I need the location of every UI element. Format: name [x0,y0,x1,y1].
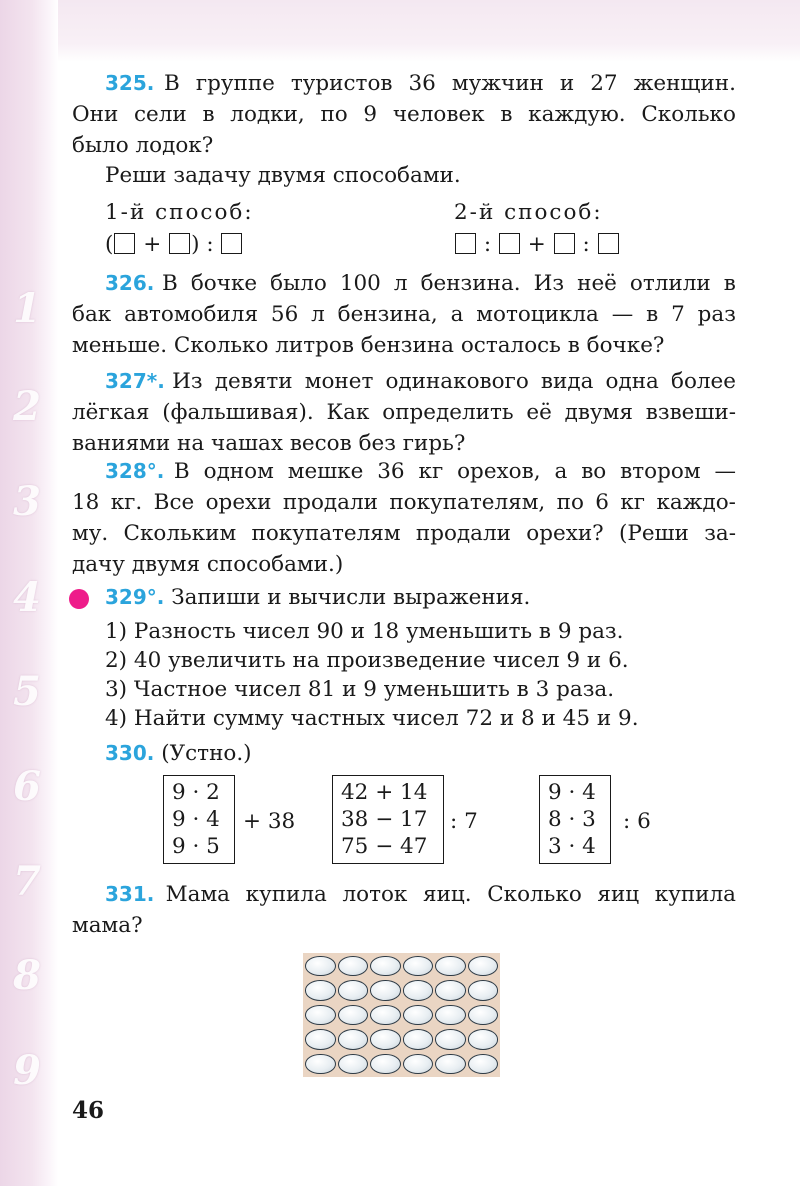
word: лёгкая [72,400,150,425]
blank-box[interactable] [598,233,619,254]
word: Сколько [641,102,736,127]
justified-line [72,487,736,518]
egg-icon [435,1029,466,1049]
word: 56 [270,302,299,327]
egg-icon [305,1029,336,1049]
side-number: 5 [13,668,41,715]
word: В [164,71,180,96]
problem-title: (Устно.) [161,741,252,766]
word: в [202,102,215,127]
egg-icon [370,956,401,976]
way1-label: 1-й способ: [105,200,254,225]
side-number: 9 [13,1047,41,1094]
word: одном [203,459,274,484]
list-item: 1) Разность чисел 90 и 18 уменьшить в 9 раз. [105,619,624,644]
justified-line [72,397,736,428]
word: Из [533,271,565,296]
operator: + [527,232,546,257]
way2-label: 2-й способ: [454,200,603,225]
page-number: 46 [72,1097,105,1124]
chapter-sidebar [0,0,58,1186]
text-line: мама? [72,913,143,938]
word: мужчин [451,71,544,96]
problem-number: 326. [105,271,155,295]
word: лодки, [230,102,305,127]
word: Как [326,400,370,425]
egg-icon [338,1005,369,1025]
word: 6 [595,490,609,515]
word: орехи [205,490,272,515]
expression-operator: : 7 [450,809,478,834]
word: Скольким [123,521,237,546]
word: в [646,302,659,327]
word: кг [620,490,646,515]
expression-row: 9 · 4 [548,780,596,805]
expression-box-2 [332,775,444,864]
text-line: ваниями на чашах весов без гирь? [72,431,466,456]
word: двумя [564,400,633,425]
word: му. [72,521,109,546]
egg-icon [468,1054,499,1074]
word: яиц. [423,882,472,907]
justified-line [72,99,736,130]
egg-icon [305,1005,336,1025]
egg-icon [435,1054,466,1074]
list-item: 3) Частное чисел 81 и 9 уменьшить в 3 раза. [105,677,615,702]
paren: ) [191,232,200,257]
word: купила [654,882,736,907]
text-line: меньше. Сколько литров бензина осталось в бочке? [72,333,665,358]
word: а [554,459,568,484]
word: по [320,102,348,127]
operator: + [143,232,162,257]
word: 9 [363,102,378,127]
side-number: 3 [13,478,41,525]
word: мешке [287,459,364,484]
word: орехи? [526,521,604,546]
egg-icon [468,956,499,976]
operator: : [206,232,214,257]
word: более [671,369,736,394]
way1-expression [105,229,405,260]
expression-box-3 [539,775,611,864]
word: — [611,302,634,327]
problem-number: 331. [105,882,155,906]
side-number: 6 [13,763,41,810]
justified-line [72,268,736,299]
egg-icon [305,980,336,1000]
problem-330 [72,738,736,769]
egg-icon [338,980,369,1000]
word: — [714,459,736,484]
word: её [526,400,552,425]
expression-row: 3 · 4 [548,834,596,859]
word: бак [72,302,112,327]
egg-icon [305,1054,336,1074]
egg-icon [435,980,466,1000]
problem-329 [72,582,736,613]
word: туристов [290,71,393,96]
blank-box[interactable] [499,233,520,254]
side-number: 7 [13,858,41,905]
egg-icon [338,1029,369,1049]
egg-tray-illustration [303,953,500,1077]
egg-icon [338,1054,369,1074]
expression-operator: : 6 [623,809,651,834]
egg-icon [403,956,434,976]
expression-row: 42 + 14 [341,780,428,805]
expression-row: 38 − 17 [341,807,428,832]
egg-icon [370,1054,401,1074]
word: Мама [165,882,230,907]
word: каждую. [528,102,626,127]
blank-box[interactable] [169,233,190,254]
word: покупателям, [389,490,546,515]
expression-box-1 [163,775,235,864]
problem-327 [72,366,736,459]
justified-line [72,68,736,99]
word: (Реши [618,521,689,546]
side-number: 2 [13,383,41,430]
egg-icon [403,980,434,1000]
operator: : [582,232,590,257]
text-line: дачу двумя способами.) [72,552,344,577]
expression-row: 9 · 2 [172,780,220,805]
justified-line [72,456,736,487]
list-item: 4) Найти сумму частных чисел 72 и 8 и 45 и 9. [105,706,639,731]
egg-icon [338,956,369,976]
word: продали [415,521,511,546]
problem-number: 325. [105,71,155,95]
problem-325 [72,68,736,161]
word: 27 [590,71,618,96]
word: одна [605,369,659,394]
justified-line [72,299,736,330]
problem-number: 327*. [105,369,165,393]
blank-box[interactable] [455,233,476,254]
egg-icon [305,956,336,976]
egg-icon [403,1029,434,1049]
word: яиц [597,882,640,907]
word: л [311,302,325,327]
word: автомобиля [124,302,259,327]
list-item: 2) 40 увеличить на произведение чисел 9 и 6. [105,648,629,673]
problem-heading [72,738,736,769]
word: Они [72,102,119,127]
expression-row: 75 − 47 [341,834,428,859]
word: продали [282,490,378,515]
text-line: было лодок? [72,133,214,158]
word: отлили [629,271,711,296]
word: 36 [377,459,405,484]
egg-icon [403,1005,434,1025]
problem-331 [72,879,736,941]
blank-box[interactable] [221,233,242,254]
word: по [556,490,584,515]
word: бензина. [420,271,521,296]
egg-icon [435,1005,466,1025]
problem-number: 328°. [105,459,165,483]
word: лоток [342,882,408,907]
egg-icon [370,980,401,1000]
egg-icon [403,1054,434,1074]
word: Все [153,490,195,515]
way2-expression [454,229,754,260]
word: неё [577,271,617,296]
word: 100 [339,271,381,296]
paren: ( [105,232,114,257]
word: орехов, [457,459,541,484]
problem-326 [72,268,736,361]
problem-328 [72,456,736,580]
word: мотоцикла [476,302,599,327]
word: в [723,271,736,296]
expression-row: 9 · 5 [172,834,220,859]
expression-row: 9 · 4 [172,807,220,832]
egg-icon [468,1005,499,1025]
word: а [450,302,464,327]
word: бочке [190,271,258,296]
word: кг [418,459,444,484]
expression-list [105,617,745,733]
problem-number: 330. [105,741,155,765]
word: раз [697,302,736,327]
side-number: 8 [13,952,41,999]
word: монет [304,369,374,394]
word: 36 [408,71,436,96]
expression-row: 8 · 3 [548,807,596,832]
word: взвеши- [645,400,736,425]
blank-box[interactable] [554,233,575,254]
word: определить [382,400,514,425]
top-band [0,0,800,62]
word: девяти [214,369,293,394]
justified-line [72,518,736,549]
side-number: 1 [13,285,41,332]
word: втором [620,459,701,484]
problem-heading [72,582,736,613]
word: женщин. [633,71,736,96]
egg-icon [468,1029,499,1049]
word: 18 [72,490,100,515]
word: сели [134,102,187,127]
justified-line [72,366,736,397]
word: (фальшивая). [162,400,314,425]
expression-operator: + 38 [243,809,296,834]
task-line: Реши задачу двумя способами. [105,163,461,188]
egg-icon [370,1005,401,1025]
word: каждо- [656,490,736,515]
word: купила [245,882,327,907]
word: покупателям [251,521,401,546]
word: было [270,271,327,296]
egg-icon [435,956,466,976]
operator: : [483,232,492,257]
side-number: 4 [13,574,41,621]
word: кг. [110,490,143,515]
word: во [581,459,607,484]
word: л [393,271,408,296]
word: бензина, [337,302,438,327]
word: вида [540,369,594,394]
egg-icon [468,980,499,1000]
word: Сколько [487,882,582,907]
word: 7 [671,302,685,327]
word: В [173,459,190,484]
word: в [500,102,513,127]
word: и [559,71,575,96]
word: человек [392,102,485,127]
word: Из [172,369,203,394]
word: за- [704,521,736,546]
problem-title: Запиши и вычисли выражения. [171,585,531,610]
egg-icon [370,1029,401,1049]
word: В [162,271,178,296]
justified-line [72,879,736,910]
word: группе [195,71,275,96]
problem-number: 329°. [105,585,165,609]
word: одинакового [385,369,529,394]
blank-box[interactable] [114,233,135,254]
